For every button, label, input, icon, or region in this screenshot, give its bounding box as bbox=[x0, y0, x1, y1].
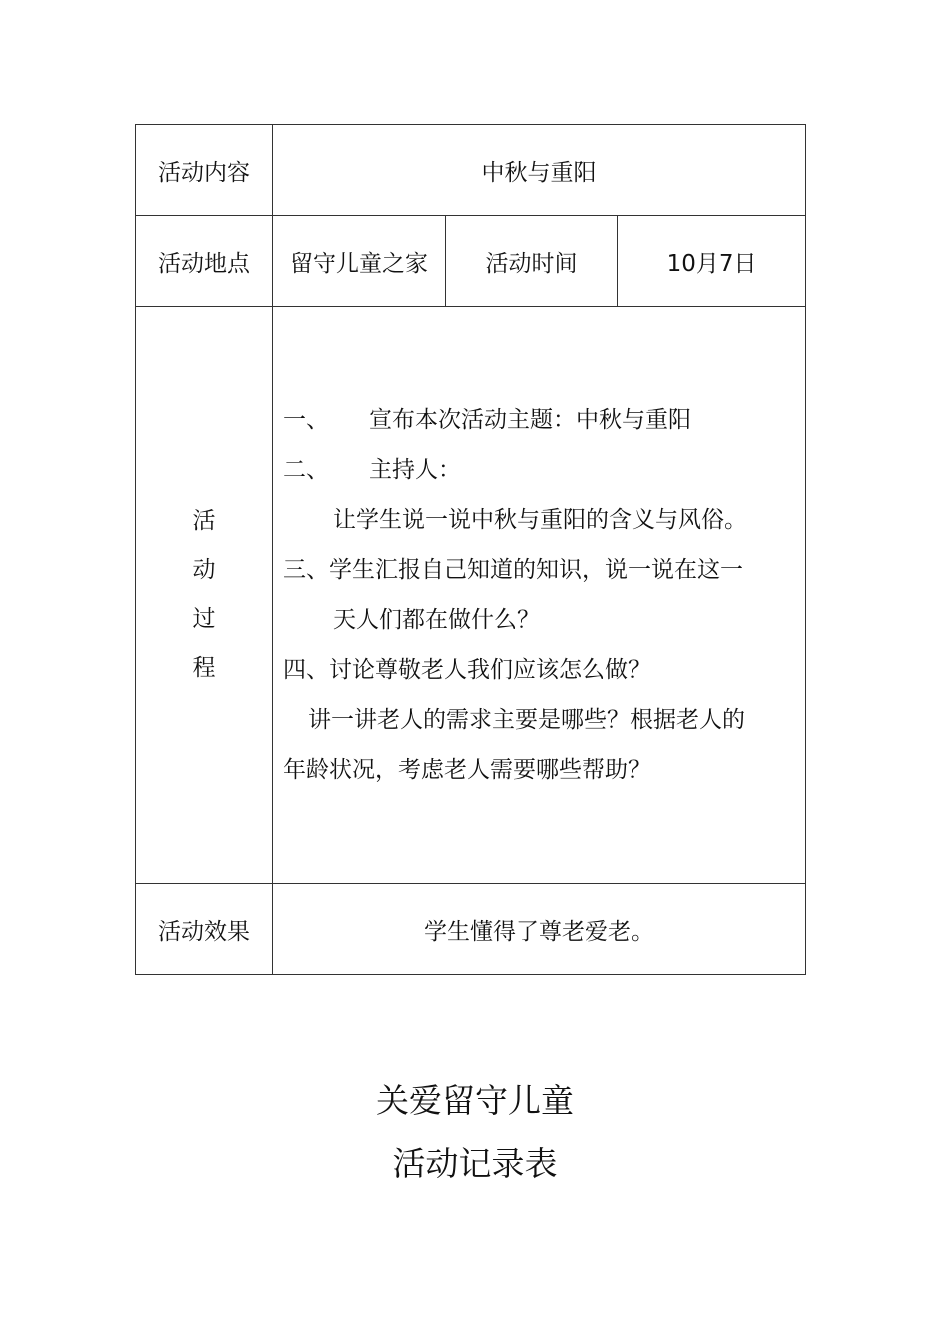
process-item-1-text: 宣布本次活动主题：中秋与重阳 bbox=[369, 407, 691, 433]
process-item-2-text: 主持人： bbox=[369, 457, 461, 483]
process-item-4-line-2: 讲一讲老人的需求主要是哪些？根据老人的 bbox=[308, 707, 745, 733]
content-label: 活动内容 bbox=[136, 125, 273, 216]
process-label-char: 程 bbox=[192, 655, 216, 681]
process-item-3-line-1: 三、学生汇报自己知道的知识，说一说在这一 bbox=[283, 557, 743, 583]
row-activity-place-time bbox=[136, 216, 806, 307]
process-label-char: 活 bbox=[192, 508, 216, 534]
place-value: 留守儿童之家 bbox=[273, 216, 446, 307]
process-item-1-num: 一、 bbox=[283, 407, 329, 433]
process-item-2-detail: 让学生说一说中秋与重阳的含义与风俗。 bbox=[333, 507, 747, 533]
process-label-char: 动 bbox=[192, 557, 216, 583]
process-label-char: 过 bbox=[192, 606, 216, 632]
process-item-1 bbox=[283, 395, 801, 445]
process-item-2-num: 二、 bbox=[283, 457, 329, 483]
document-subtitle: 活动记录表 bbox=[392, 1144, 558, 1183]
process-item-2 bbox=[283, 445, 801, 495]
time-value: 10月7日 bbox=[618, 216, 806, 307]
process-item-4-line-1: 四、讨论尊敬老人我们应该怎么做？ bbox=[283, 657, 651, 683]
row-activity-effect bbox=[136, 884, 806, 975]
row-activity-content bbox=[136, 125, 806, 216]
effect-value: 学生懂得了尊老爱老。 bbox=[273, 884, 806, 975]
process-body bbox=[273, 307, 806, 884]
process-label bbox=[136, 307, 273, 884]
process-item-4-line-3: 年龄状况，考虑老人需要哪些帮助？ bbox=[283, 757, 651, 783]
place-label: 活动地点 bbox=[136, 216, 273, 307]
time-label: 活动时间 bbox=[446, 216, 618, 307]
document-title: 关爱留守儿童 bbox=[376, 1081, 574, 1120]
content-value: 中秋与重阳 bbox=[273, 125, 806, 216]
effect-label: 活动效果 bbox=[136, 884, 273, 975]
row-activity-process bbox=[136, 307, 806, 884]
activity-record-table bbox=[135, 124, 806, 975]
process-label-vertical bbox=[193, 497, 216, 693]
process-item-3-line-2: 天人们都在做什么？ bbox=[333, 607, 540, 633]
